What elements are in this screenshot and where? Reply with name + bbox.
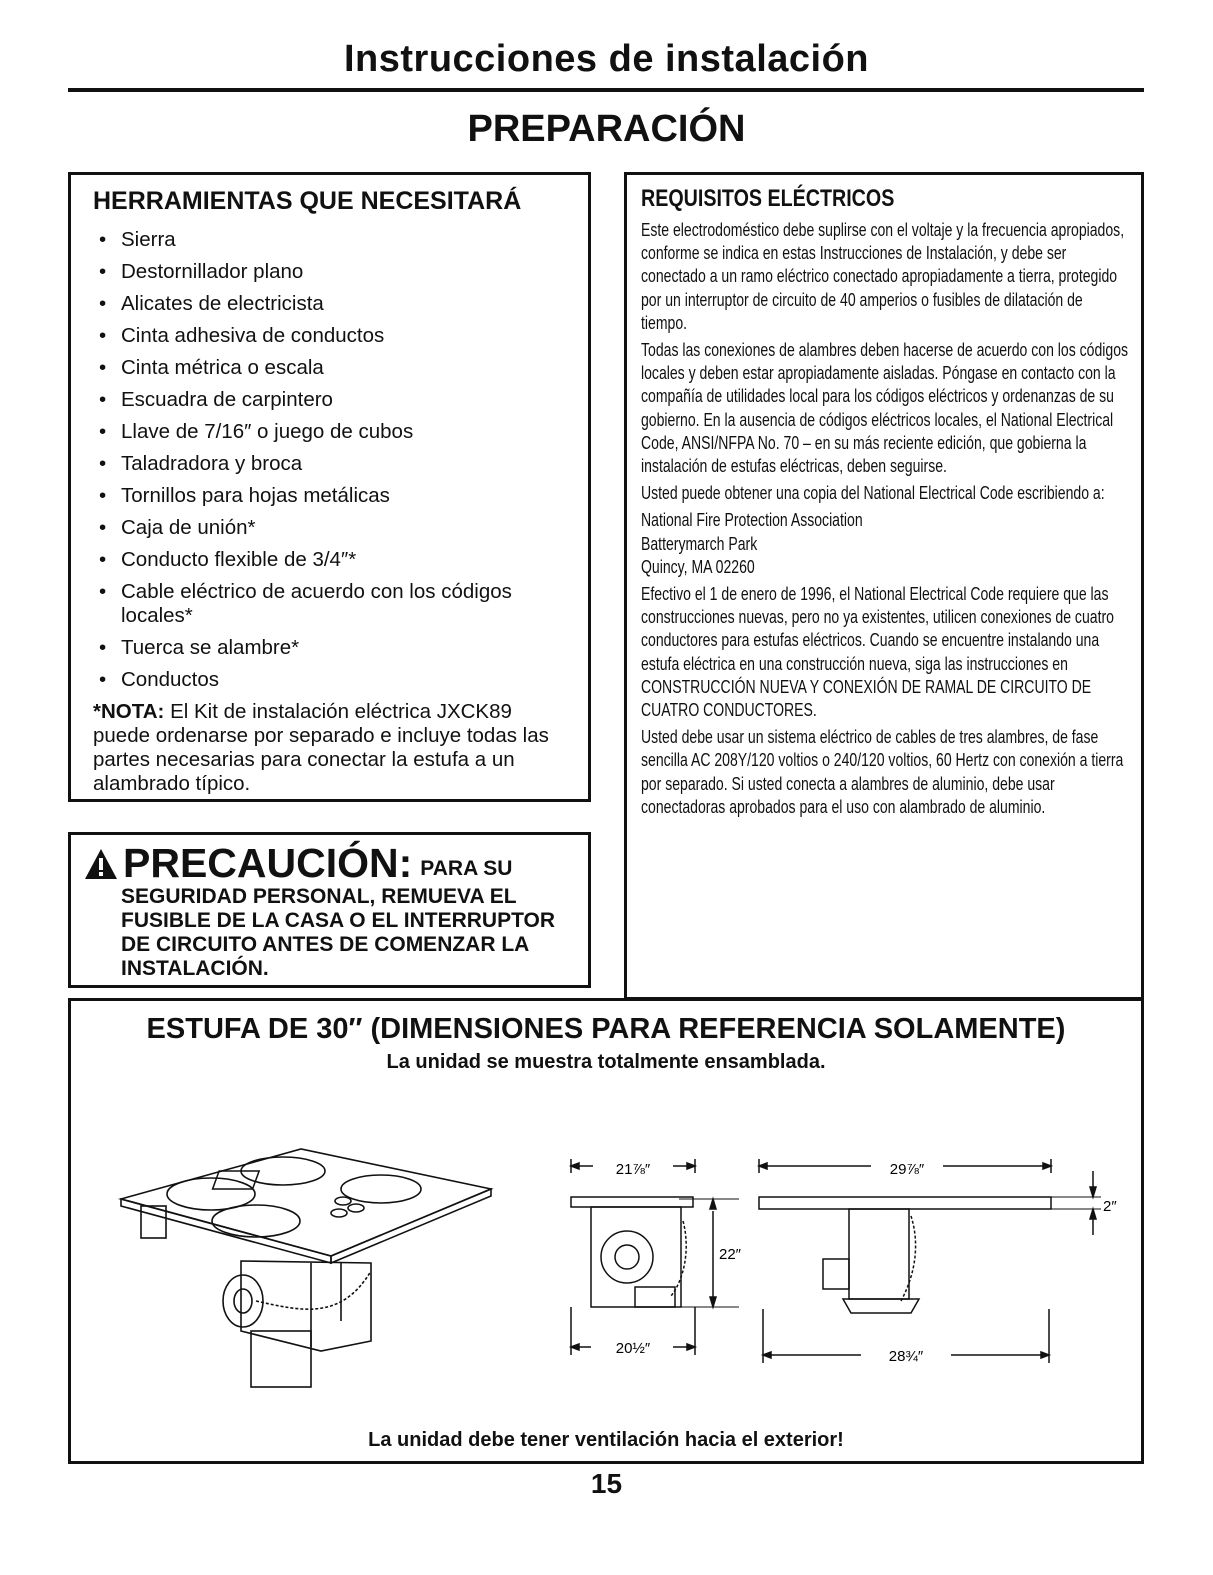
tools-note [93, 700, 570, 796]
warning-triangle-icon [83, 847, 119, 881]
dimensions-box [68, 998, 1144, 1464]
list-item: • Tuerca se alambre* [93, 632, 570, 664]
dimensions-drawing [71, 1001, 1141, 1461]
list-item: • Conductos [93, 664, 570, 696]
title-rule [68, 88, 1144, 92]
list-item: • Llave de 7/16″ o juego de cubos [93, 416, 570, 448]
tools-heading: HERRAMIENTAS QUE NECESITARÁ [93, 187, 522, 215]
electrical-text [641, 219, 1129, 819]
page-number: 15 [590, 1468, 623, 1499]
list-item: • Conducto flexible de 3/4″* [93, 544, 570, 576]
list-item: • Cable eléctrico de acuerdo con los códigos locales* [93, 576, 570, 632]
side-base-label: 20½″ [615, 1340, 651, 1357]
side-height-label: 22″ [719, 1246, 741, 1263]
electrical-box [624, 172, 1144, 1000]
dimensions-footer: La unidad debe tener ventilación hacia el exterior! [368, 1429, 844, 1451]
paragraph: Usted puede obtener una copia del National Electrical Code escribiendo a: [641, 483, 1105, 504]
electrical-heading: REQUISITOS ELÉCTRICOS [641, 185, 895, 212]
caution-tail: PARA SU [420, 857, 513, 880]
list-item: • Sierra [93, 224, 570, 256]
note-text: El Kit de instalación eléctrica JXCK89 puede ordenarse por separado e incluye todas las partes necesarias para conectar la estufa a un alambrado típico. [93, 700, 549, 795]
tools-list [93, 224, 570, 696]
list-item: • Caja de unión* [93, 512, 570, 544]
page-title: Instrucciones de instalación [343, 38, 870, 80]
cooktop-illustration [121, 1149, 491, 1387]
list-item: • Escuadra de carpintero [93, 384, 570, 416]
note-label: *NOTA: [93, 700, 165, 723]
front-top-label: 2″ [1103, 1198, 1117, 1215]
caution-body: SEGURIDAD PERSONAL, REMUEVA EL FUSIBLE DE LA CASA O EL INTERRUPTOR DE CIRCUITO ANTES DE COMENZAR LA INSTALACIÓN. [121, 885, 556, 980]
address-line: National Fire Protection Association [641, 510, 863, 531]
caution-word: PRECAUCIÓN: [123, 840, 413, 886]
dimensions-title: ESTUFA DE 30″ (DIMENSIONES PARA REFERENCIA SOLAMENTE) [146, 1013, 1066, 1045]
caution-box [68, 832, 591, 988]
caution-header [83, 841, 574, 885]
list-item: • Destornillador plano [93, 256, 570, 288]
side-view-diagram [571, 1159, 739, 1355]
list-item: • Cinta métrica o escala [93, 352, 570, 384]
list-item: • Cinta adhesiva de conductos [93, 320, 570, 352]
paragraph: Efectivo el 1 de enero de 1996, el National Electrical Code requiere que las construcciones nuevas, pero no ya existentes, utilicen conexiones de cuatro conductores para estufas eléctricos. Cuando se encuentre instalando una estufa eléctrica en una construcción nueva, siga las instrucciones en CONSTRUCCIÓN NUEVA Y CONEXIÓN DE RAMAL DE CIRCUITO DE CUATRO CONDUCTORES. [641, 584, 1114, 721]
dimensions-subtitle: La unidad se muestra totalmente ensamblada. [386, 1051, 826, 1073]
side-width-label: 21⅞″ [615, 1161, 651, 1178]
front-width-label: 29⅞″ [889, 1161, 925, 1178]
list-item: • Tornillos para hojas metálicas [93, 480, 570, 512]
list-item: • Taladradora y broca [93, 448, 570, 480]
paragraph: Todas las conexiones de alambres deben hacerse de acuerdo con los códigos locales y deben estar apropiadamente aisladas. Póngase en contacto con la compañía de utilidades local para los códigos eléctricos y ordenanzas de su gobierno. En la ausencia de códigos eléctricos locales, el National Electrical Code, ANSI/NFPA No. 70 – en su más reciente edición, que gobierna la instalación de estufas eléctricas, deben seguirse. [641, 340, 1129, 477]
address-line: Batterymarch Park [641, 533, 758, 554]
address-line: Quincy, MA 02260 [641, 556, 755, 577]
list-item: • Alicates de electricista [93, 288, 570, 320]
section-title: PREPARACIÓN [467, 108, 746, 150]
front-view-diagram [759, 1159, 1101, 1363]
front-base-label: 28¾″ [888, 1348, 924, 1365]
paragraph: Este electrodoméstico debe suplirse con el voltaje y la frecuencia apropiados, conforme se indica en estas Instrucciones de Instalación, y debe ser conectado a un ramo eléctrico conectado apropiadamente a tierra, protegido por un interruptor de circuito de 40 amperios o fusibles de dilatación de tiempo. [641, 220, 1125, 333]
tools-box [68, 172, 591, 802]
paragraph: Usted debe usar un sistema eléctrico de cables de tres alambres, de fase sencilla AC 208Y/120 voltios o 240/120 voltios, 60 Hertz con conexión a tierra por separado. Si usted conecta a alambres de aluminio, debe usar conectadoras aprobados para el uso con alambrado de aluminio. [641, 727, 1124, 817]
